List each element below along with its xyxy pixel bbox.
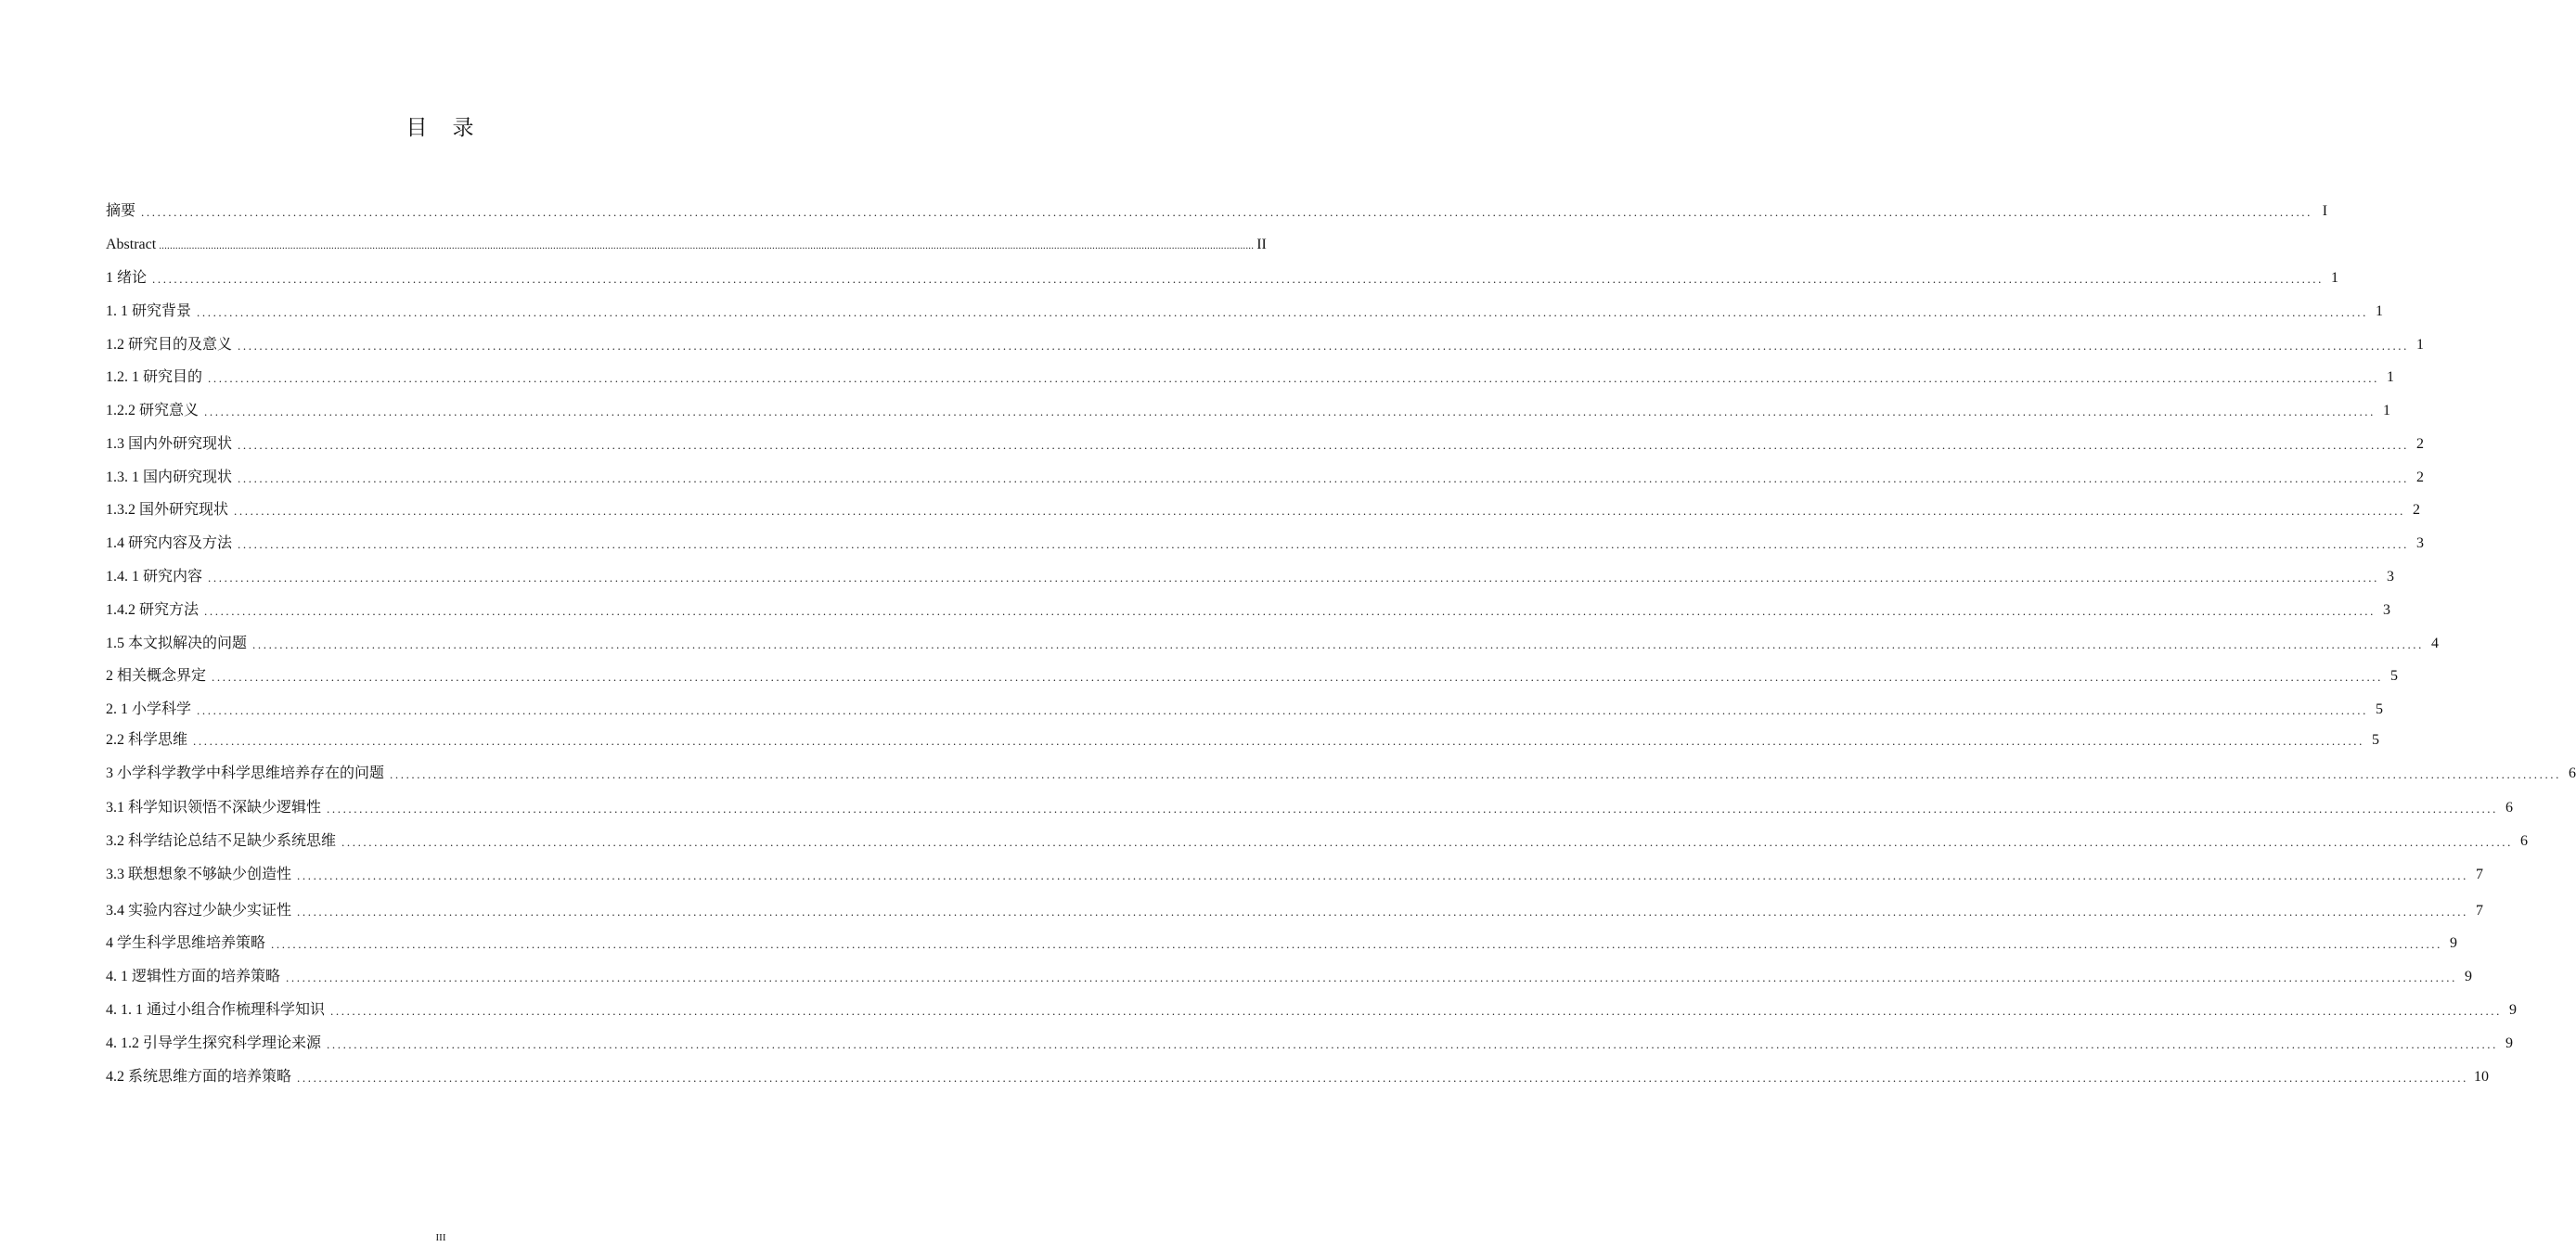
toc-entry-page: 3 (2387, 569, 2395, 585)
toc-entry-section-1-2-1[interactable] (106, 367, 2395, 388)
toc-entry-label: 1. 1 研究背景 (106, 303, 192, 319)
toc-leader-dots: ................................................................................................................................................................................................................................................................................................................................................................................................................ (204, 405, 2376, 418)
toc-entry-label: 2. 1 小学科学 (106, 701, 192, 717)
toc-leader-dots: ................................................................................................................................................................................................................................................................................................................................................................................................................ (327, 1037, 2499, 1051)
toc-entry-label: 1 绪论 (106, 270, 148, 286)
toc-leader-dots: ................................................................................................................................................................................................................................................................................................................................................................................................................ (271, 937, 2443, 951)
toc-entry-section-3-2[interactable] (106, 831, 2529, 852)
toc-entry-label: Abstract (106, 237, 157, 252)
toc-leader-dots: ................................................................................................................................................................................................................................................................................................................................................................................................................ (208, 371, 2380, 385)
toc-leader-dots: ................................................................................................................................................................................................................................................................................................................................................................................................................ (297, 1071, 2469, 1085)
toc-entry-label: 3.1 科学知识领悟不深缺少逻辑性 (106, 800, 322, 816)
toc-entry-page: 5 (2376, 701, 2384, 717)
toc-entry-page: 3 (2383, 602, 2391, 618)
toc-leader-dots: ................................................................................................................................................................................................................................................................................................................................................................................................................ (238, 339, 2410, 353)
toc-entry-label: 1.4.2 研究方法 (106, 602, 200, 618)
toc-entry-page: 1 (2383, 403, 2391, 418)
toc-entry-section-1-3[interactable] (106, 434, 2425, 455)
toc-entry-section-1-5[interactable] (106, 634, 2440, 654)
toc-entry-section-4-1[interactable] (106, 967, 2473, 987)
toc-entry-label: 2 相关概念界定 (106, 668, 207, 684)
toc-leader-dots: ................................................................................................................................................................................................................................................................................................................................................................................................................ (297, 868, 2469, 882)
toc-entry-label: 1.4. 1 研究内容 (106, 569, 203, 585)
toc-entry-label: 1.2 研究目的及意义 (106, 337, 233, 353)
toc-entry-section-1-4-2[interactable] (106, 600, 2391, 621)
page-title: 目 录 (406, 116, 476, 140)
toc-leader-dots: ................................................................................................................................................................................................................................................................................................................................................................................................................ (327, 802, 2499, 816)
toc-leader-dots: ................................................................................................................................................................................................................................................................................................................................................................................................................ (212, 670, 2384, 684)
toc-entry-label: 4. 1. 1 通过小组合作梳理科学知识 (106, 1002, 326, 1018)
toc-entry-page: 6 (2505, 800, 2514, 816)
toc-leader-dots: ................................................................................................................................................................................................................................................................................................................................................................................................................ (234, 504, 2406, 518)
toc-entry-page: 9 (2505, 1035, 2514, 1051)
toc-leader-dots: ................................................................................................................................................................................................................................................................................................................................................................................................................ (208, 571, 2380, 585)
toc-entry-chapter-3[interactable] (106, 764, 2576, 784)
toc-entry-page: I (2322, 203, 2328, 219)
toc-entry-page: 9 (2509, 1002, 2518, 1018)
toc-entry-section-1-2-2[interactable] (106, 401, 2391, 421)
toc-entry-section-3-4[interactable] (106, 901, 2484, 921)
toc-entry-page: 7 (2476, 867, 2484, 882)
toc-entry-page: 1 (2416, 337, 2425, 353)
toc-entry-label: 3 小学科学教学中科学思维培养存在的问题 (106, 765, 385, 781)
toc-entry-label: 3.4 实验内容过少缺少实证性 (106, 903, 292, 919)
toc-entry-label: 1.3.2 国外研究现状 (106, 502, 229, 518)
toc-entry-section-1-3-1[interactable] (106, 468, 2425, 488)
toc-entry-section-3-3[interactable] (106, 865, 2484, 885)
toc-entry-page: 2 (2413, 502, 2421, 518)
toc-entry-label: 1.3 国内外研究现状 (106, 436, 233, 452)
toc-entry-label: 1.3. 1 国内研究现状 (106, 469, 233, 485)
toc-entry-section-3-1[interactable] (106, 798, 2514, 818)
toc-entry-chapter-1[interactable] (106, 268, 2339, 289)
toc-entry-section-1-4-1[interactable] (106, 567, 2395, 587)
toc-leader-dots: ................................................................................................................................................................................................................................................................................................................................................................................................................ (252, 637, 2425, 651)
toc-leader-dots: ................................................................................................................................................................................................................................................................................................................................................................................................................ (238, 537, 2410, 551)
toc-entry-page: 6 (2520, 833, 2529, 849)
toc-entry-label: 4. 1.2 引导学生探究科学理论来源 (106, 1035, 322, 1051)
toc-leader-dots: ................................................................................................................................................................................................................................................................................................................................................................................................................ (152, 272, 2325, 286)
toc-leader-dots: ................................................................................................................................................................................................................................................................................................................................................................................................................ (204, 604, 2376, 618)
footer-page-number: III (435, 1232, 446, 1243)
toc-leader-dots: ................................................................................................................................................................................................................................................................................................................................................................................................................ (193, 734, 2365, 748)
toc-entry-section-4-2[interactable] (106, 1067, 2490, 1087)
toc-entry-section-1-4[interactable] (106, 534, 2425, 554)
toc-entry-abstract-en[interactable] (106, 235, 1267, 255)
toc-entry-section-4-1-1[interactable] (106, 1000, 2518, 1021)
toc-entry-label: 摘要 (106, 203, 136, 219)
toc-entry-page: 1 (2331, 270, 2339, 286)
toc-entry-label: 1.4 研究内容及方法 (106, 535, 233, 551)
toc-entry-page: 1 (2387, 369, 2395, 385)
toc-entry-page: 1 (2376, 303, 2384, 319)
toc-entry-section-2-1[interactable] (106, 700, 2384, 720)
toc-leader-dots: ................................................................................................................................................................................................................................................................................................................................................................................................................ (141, 205, 2313, 219)
toc-entry-chapter-2[interactable] (106, 666, 2399, 687)
toc-entry-section-1-2[interactable] (106, 335, 2425, 355)
toc-entry-section-4-1-2[interactable] (106, 1034, 2514, 1054)
toc-entry-chapter-4[interactable] (106, 933, 2458, 954)
toc-leader-dots: ................................................................................................................................................................................................................................................................................................................................................................................................................ (238, 471, 2410, 485)
toc-entry-label: 1.2.2 研究意义 (106, 403, 200, 418)
toc-entry-label: 1.5 本文拟解决的问题 (106, 636, 248, 651)
toc-leader-dots: ................................................................................................................................................................................................................................................................................................................................................................................................................ (297, 905, 2469, 919)
toc-leader-dots: ................................................................................................................................................................................................................................................................................................................................................................................................................ (159, 240, 1255, 251)
toc-leader-dots: ................................................................................................................................................................................................................................................................................................................................................................................................................ (238, 438, 2410, 452)
toc-leader-dots: ................................................................................................................................................................................................................................................................................................................................................................................................................ (197, 703, 2369, 717)
toc-entry-page: 3 (2416, 535, 2425, 551)
toc-leader-dots: ................................................................................................................................................................................................................................................................................................................................................................................................................ (341, 835, 2514, 849)
toc-entry-page: 4 (2431, 636, 2440, 651)
toc-entry-page: 9 (2465, 969, 2473, 984)
toc-entry-section-2-2[interactable] (106, 730, 2380, 751)
toc-entry-label: 3.2 科学结论总结不足缺少系统思维 (106, 833, 337, 849)
toc-entry-label: 3.3 联想想象不够缺少创造性 (106, 867, 292, 882)
toc-entry-page: 10 (2474, 1069, 2490, 1085)
toc-entry-page: 9 (2450, 935, 2458, 951)
toc-entry-page: 5 (2372, 732, 2380, 748)
toc-entry-page: 5 (2390, 668, 2399, 684)
toc-entry-label: 4 学生科学思维培养策略 (106, 935, 266, 951)
toc-entry-page: 7 (2476, 903, 2484, 919)
toc-entry-page: 2 (2416, 469, 2425, 485)
toc-entry-label: 1.2. 1 研究目的 (106, 369, 203, 385)
toc-entry-label: 4. 1 逻辑性方面的培养策略 (106, 969, 281, 984)
table-of-contents (106, 0, 2576, 1113)
toc-entry-page: 2 (2416, 436, 2425, 452)
toc-leader-dots: ................................................................................................................................................................................................................................................................................................................................................................................................................ (286, 971, 2458, 984)
toc-entry-section-1-3-2[interactable] (106, 500, 2421, 521)
toc-leader-dots: ................................................................................................................................................................................................................................................................................................................................................................................................................ (390, 767, 2562, 781)
toc-entry-label: 2.2 科学思维 (106, 732, 188, 748)
toc-leader-dots: ................................................................................................................................................................................................................................................................................................................................................................................................................ (197, 305, 2369, 319)
toc-entry-page: II (1256, 237, 1267, 252)
toc-leader-dots: ................................................................................................................................................................................................................................................................................................................................................................................................................ (330, 1004, 2503, 1018)
toc-entry-section-1-1[interactable] (106, 302, 2384, 322)
toc-entry-page: 6 (2569, 765, 2576, 781)
toc-entry-abstract-cn[interactable] (106, 201, 2328, 222)
toc-entry-label: 4.2 系统思维方面的培养策略 (106, 1069, 292, 1085)
